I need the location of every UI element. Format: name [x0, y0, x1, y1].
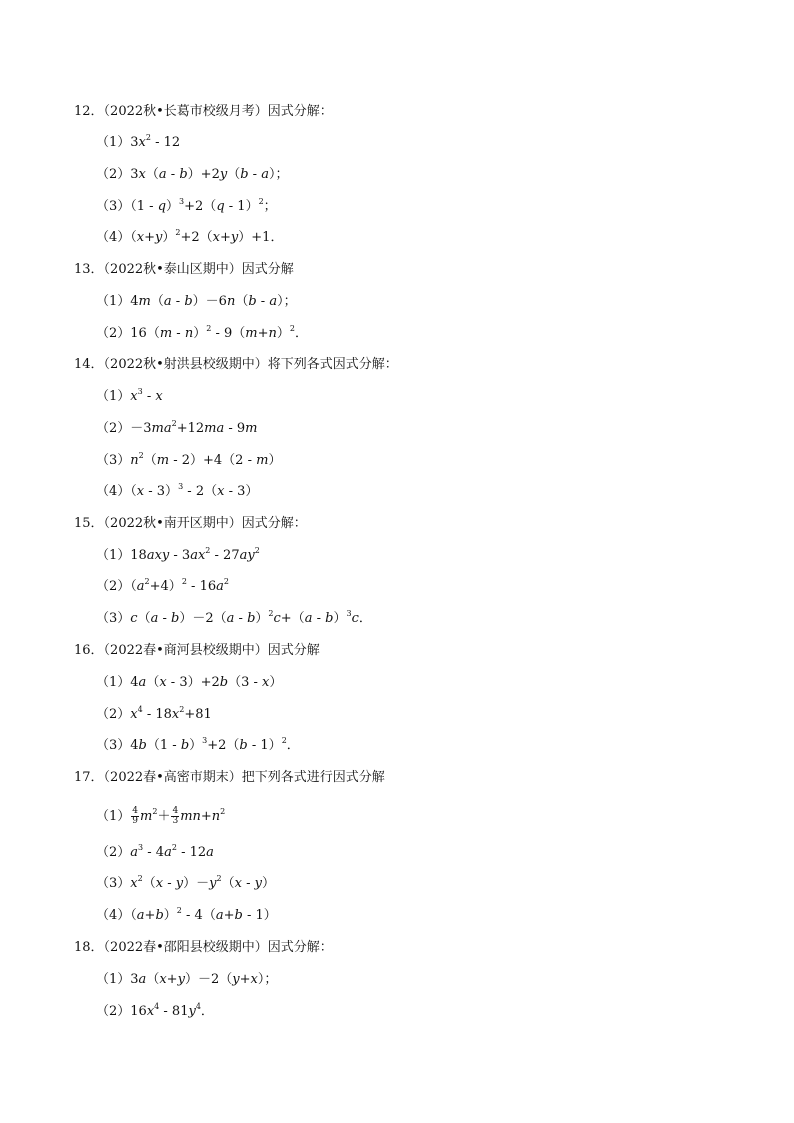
question-12-part-2: （2）3x（a - b）+2y（b - a）； — [96, 167, 289, 182]
question-18-part-1: （1）3a（x+y）－2（y+x）； — [96, 972, 278, 987]
question-14-part-1: $(1)x^3$ - x — [96, 386, 163, 404]
question-13-part-1: （1）4m（a - b）－6n（b - a）； — [96, 294, 297, 309]
question-17-part-1: （1） $\frac{4}{9}$ $m^2+$ $\frac{4}{3}$ $mn+n^2$ — [96, 806, 226, 826]
question-15-label: 15．（2022秋•南开区期中）因式分解： — [74, 516, 307, 531]
question-18-label: 18．（2022春•邵阳县校级期中）因式分解： — [74, 940, 333, 955]
question-17-part-3: $(3)x^2(x - y)-y^2(x - y)$ — [96, 873, 275, 891]
question-12-part-4: $(4)(x+y)^2+2(x+y)+1$． — [96, 227, 284, 245]
question-12-part-1: $(1)3x^2 - 12$ — [96, 132, 181, 150]
question-18-part-2: $(2)16x^4 - 81y^4$． — [96, 1001, 214, 1019]
question-14-part-2: $(2)-3ma^2+12ma - 9m$ — [96, 418, 258, 436]
question-16-part-1: （1）4a（x - 3）+2b（3 - x） — [96, 675, 283, 690]
question-15-part-3: （3）c（a - b）－2（a - b）$^2$c+（a - b）$^3$c． — [96, 608, 372, 626]
question-13-label: 13．（2022秋•泰山区期中）因式分解 — [74, 262, 294, 277]
question-12-part-3: （3）（1 - q）$^3$+2（q - 1）$^2$； — [96, 196, 277, 214]
question-14-part-3: $(3)n^2(m - 2)+4(2 - m)$ — [96, 450, 282, 468]
question-16-part-2: $(2)x^4 - 18x^2+81$ — [96, 704, 212, 722]
question-17-part-4: $(4)(a+b)^2 - 4(a+b - 1)$ — [96, 905, 277, 923]
question-17-part-2: $(2)a^3 - 4a^2 - 12a$ — [96, 842, 214, 860]
question-15-part-2: $(2)(a^2+4)^2 - 16a^2$ — [96, 576, 229, 594]
question-15-part-1: $(1)18axy - 3ax^2 - 27ay^2$ — [96, 545, 260, 563]
question-16-part-3: （3）4b（1 - b）$^3$+2（b - 1）$^2$． — [96, 735, 300, 753]
question-14-part-4: （4）（x - 3）$^3$ - 2（x - 3） — [96, 481, 259, 499]
question-17-label: 17．（2022春•高密市期末）把下列各式进行因式分解 — [74, 770, 385, 785]
question-12-label: 12．（2022秋•长葛市校级月考）因式分解： — [74, 104, 333, 119]
question-14-label: 14．（2022秋•射洪县校级期中）将下列各式因式分解： — [74, 357, 398, 372]
question-13-part-2: $(2)16(m - n)^2 - 9(m+n)^2$． — [96, 323, 308, 341]
question-16-label: 16．（2022春•商河县校级期中）因式分解 — [74, 643, 320, 658]
